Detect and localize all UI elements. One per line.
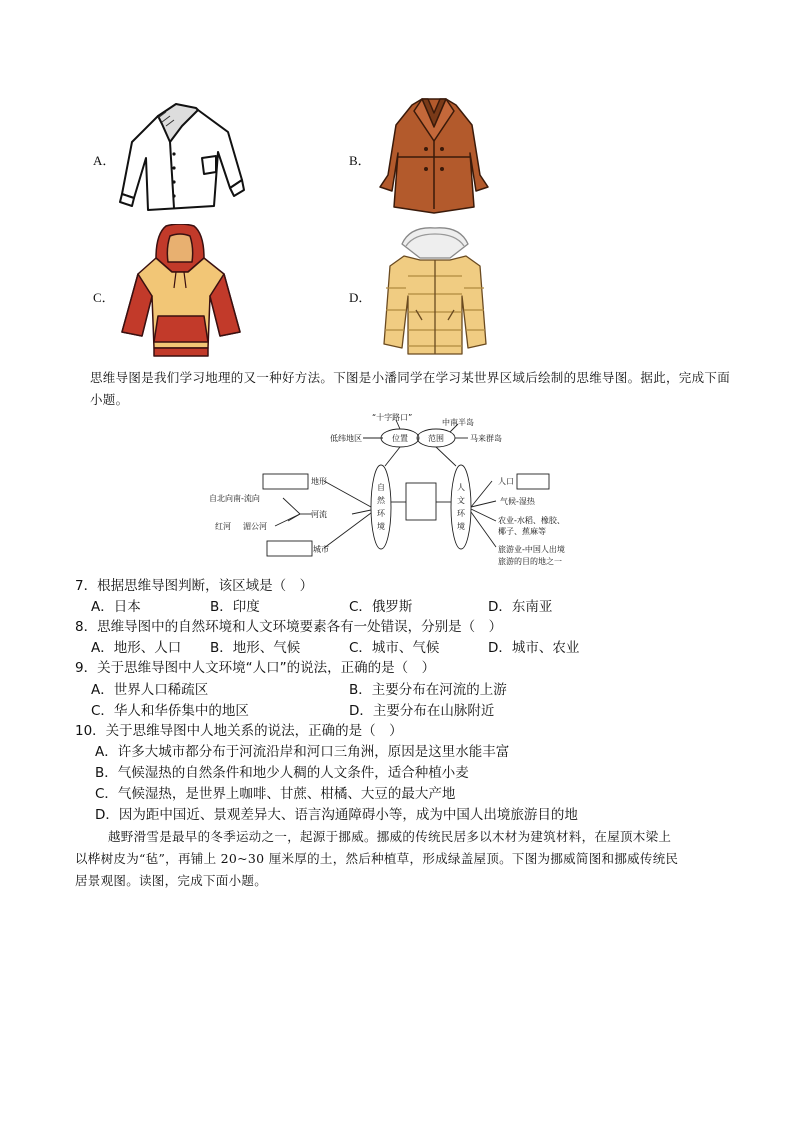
- q10-option-d[interactable]: D．因为距中国近、景观差异大、语言沟通障碍小等，成为中国人出境旅游目的地: [95, 807, 578, 823]
- mm-natural-4: 境: [377, 522, 385, 531]
- mm-human-1: 人: [457, 483, 465, 492]
- mm-climate: 气候-湿热: [500, 497, 535, 506]
- mm-human-2: 文: [457, 496, 465, 505]
- hoodie-image: [118, 224, 244, 358]
- option-d-letter: D．: [349, 290, 372, 305]
- mm-agri-1: 农业-水稻、橡胶、: [498, 516, 565, 525]
- q9-option-b[interactable]: B．主要分布在河流的上游: [349, 682, 507, 698]
- mm-tour-2: 旅游的目的地之一: [498, 557, 562, 566]
- question-10-stem: 10．关于思维导图中人地关系的说法，正确的是（ ）: [75, 723, 403, 739]
- mm-indochina: 中南半岛: [442, 418, 474, 427]
- q10-option-c[interactable]: C．气候湿热，是世界上咖啡、甘蔗、柑橘、大豆的最大产地: [95, 786, 456, 802]
- mm-population: 人口: [498, 477, 514, 486]
- mm-low-latitude: 低纬地区: [330, 434, 362, 443]
- q7-option-c[interactable]: C．俄罗斯: [349, 599, 413, 615]
- option-b-letter: B．: [349, 153, 371, 168]
- q8-option-d[interactable]: D．城市、农业: [488, 640, 580, 656]
- mm-red-river: 红河: [215, 522, 231, 531]
- q7-option-d[interactable]: D．东南亚: [488, 599, 553, 615]
- question-9-stem: 9．关于思维导图中人文环境“人口”的说法，正确的是（ ）: [75, 660, 436, 676]
- mindmap-diagram: [200, 408, 600, 574]
- mm-flow-direction: 自北向南-流向: [209, 494, 260, 503]
- coat-image: [378, 97, 490, 215]
- mindmap-intro: 思维导图是我们学习地理的又一种好方法。下图是小潘同学在学习某世界区域后绘制的思维导图。据此，完成下面小题。: [90, 370, 731, 407]
- q8-option-b[interactable]: B．地形、气候: [210, 640, 301, 656]
- mm-agri-2: 椰子、蕉麻等: [498, 527, 546, 536]
- q8-option-a[interactable]: A．地形、人口: [91, 640, 182, 656]
- mm-human-4: 境: [457, 522, 465, 531]
- norway-intro-line-1: 越野滑雪是最早的冬季运动之一，起源于挪威。挪威的传统民居多以木材为建筑材料，在屋顶木梁上: [108, 829, 672, 844]
- norway-intro-line-2: 以桦树皮为“毡”，再铺上 20~30 厘米厚的土，然后种植草，形成绿盖屋顶。下图为挪威简图和挪威传统民: [75, 851, 679, 866]
- mm-terrain: 地形: [311, 477, 327, 486]
- q9-option-a[interactable]: A．世界人口稀疏区: [91, 682, 209, 698]
- question-7-stem: 7．根据思维导图判断，该区域是（ ）: [75, 578, 314, 594]
- q10-option-b[interactable]: B．气候湿热的自然条件和地少人稠的人文条件，适合种植小麦: [95, 765, 469, 781]
- mm-position: 位置: [392, 434, 408, 443]
- mm-city: 城市: [313, 545, 329, 554]
- question-8-stem: 8．思维导图中的自然环境和人文环境要素各有一处错误，分别是（ ）: [75, 619, 503, 635]
- q8-option-c[interactable]: C．城市、气候: [349, 640, 440, 656]
- mm-rivers: 河流: [311, 510, 327, 519]
- mm-malay: 马来群岛: [470, 434, 502, 443]
- shirt-image: [118, 102, 246, 212]
- q10-option-a[interactable]: A．许多大城市都分布于河流沿岸和河口三角洲，原因是这里水能丰富: [95, 744, 510, 760]
- mm-crossroads: “十字路口”: [372, 413, 413, 422]
- q7-option-b[interactable]: B．印度: [210, 599, 260, 615]
- option-c-letter: C．: [93, 290, 115, 305]
- option-a-letter: A．: [93, 153, 116, 168]
- mm-scope: 范围: [428, 434, 444, 443]
- q7-option-a[interactable]: A．日本: [91, 599, 141, 615]
- mm-human-3: 环: [457, 509, 465, 518]
- q9-option-d[interactable]: D．主要分布在山脉附近: [349, 703, 495, 719]
- mm-natural-2: 然: [377, 496, 385, 505]
- mm-tour-1: 旅游业-中国人出境: [498, 545, 565, 554]
- mm-mekong: 湄公河: [243, 522, 267, 531]
- down-jacket-image: [380, 226, 490, 360]
- mm-natural-3: 环: [377, 509, 385, 518]
- q9-option-c[interactable]: C．华人和华侨集中的地区: [91, 703, 249, 719]
- norway-intro-line-3: 居景观图。读图，完成下面小题。: [75, 873, 268, 888]
- mm-natural-1: 自: [377, 483, 385, 492]
